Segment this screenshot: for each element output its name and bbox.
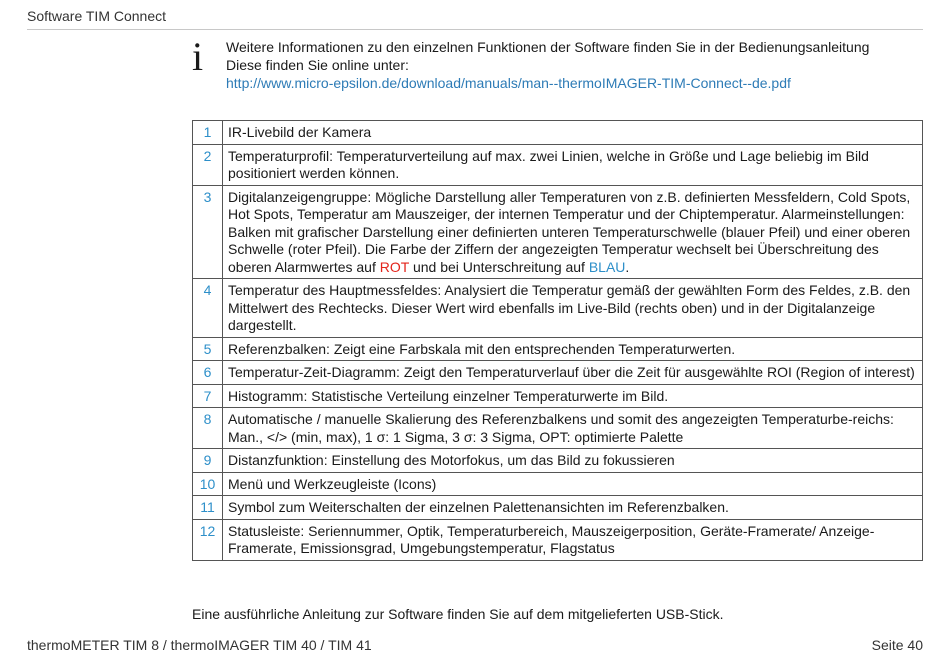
row-number: 6 (193, 361, 223, 385)
row-description: Distanzfunktion: Einstellung des Motorfokus, um das Bild zu fokussieren (223, 449, 923, 473)
row-description: Referenzbalken: Zeigt eine Farbskala mit den entsprechenden Temperaturwerten. (223, 337, 923, 361)
info-text (226, 38, 926, 92)
row-number: 11 (193, 496, 223, 520)
row-number: 8 (193, 408, 223, 449)
alarm-red-word: ROT (379, 258, 410, 275)
page-header (27, 8, 923, 30)
row-description: Temperatur-Zeit-Diagramm: Zeigt den Temperaturverlauf über die Zeit für ausgewählte ROI (Region of interest) (223, 361, 923, 385)
table-row (193, 144, 923, 185)
row-number: 5 (193, 337, 223, 361)
row-description (223, 185, 923, 279)
footnote: Eine ausführliche Anleitung zur Software finden Sie auf dem mitgelieferten USB-Stick. (192, 606, 724, 622)
table-row (193, 472, 923, 496)
table-row (193, 408, 923, 449)
table-row (193, 496, 923, 520)
row-description: Statusleiste: Seriennummer, Optik, Temperaturbereich, Mauszeigerposition, Geräte-Framerate/ Anzeige-Framerate, Emissionsgrad, Umgebungstemperatur, Flagstatus (223, 519, 923, 560)
row-number: 12 (193, 519, 223, 560)
table-row (193, 519, 923, 560)
row-description: Histogramm: Statistische Verteilung einzelner Temperaturwerte im Bild. (223, 384, 923, 408)
row-number: 2 (193, 144, 223, 185)
info-line-2: Diese finden Sie online unter: (226, 57, 409, 73)
row-text-part: Digitalanzeigengruppe: Mögliche Darstellung aller Temperaturen von z.B. definierten Messfeldern, Cold Spots, Hot Spots, Temperatur am Mauszeiger, der internen Temperatur und der Chiptemperatur. Alarmeinstellungen: Balken mit grafischer Darstellung einer definierten unteren Temperaturschwelle (blauer Pfeil) und einer oberen Schwelle (roter Pfeil). Die Farbe der Ziffern der angezeigten Temperatur wechselt bei Überschreitung des oberen Alarmwertes auf (228, 188, 911, 275)
row-number: 7 (193, 384, 223, 408)
table-row (193, 384, 923, 408)
table-row (193, 185, 923, 279)
table-row (193, 361, 923, 385)
row-text-part: und bei Unterschreitung auf (409, 258, 589, 275)
info-line-1: Weitere Informationen zu den einzelnen Funktionen der Software finden Sie in der Bedienungsanleitung (226, 39, 870, 55)
page-number: Seite 40 (871, 637, 923, 653)
row-description: Symbol zum Weiterschalten der einzelnen Palettenansichten im Referenzbalken. (223, 496, 923, 520)
row-description: Temperaturprofil: Temperaturverteilung auf max. zwei Linien, welche in Größe und Lage beliebig im Bild positioniert werden können. (223, 144, 923, 185)
row-number: 10 (193, 472, 223, 496)
row-description: IR-Livebild der Kamera (223, 121, 923, 145)
header-title: Software TIM Connect (27, 8, 167, 24)
alarm-blue-word: BLAU (588, 258, 626, 275)
row-description: Temperatur des Hauptmessfeldes: Analysiert die Temperatur gemäß der gewählten Form des Feldes, z.B. den Mittelwert des Rechtecks. Dieser Wert wird ebenfalls im Live-Bild (rechts oben) und in der Digitalanzeige dargestellt. (223, 279, 923, 338)
table-row (193, 279, 923, 338)
row-number: 4 (193, 279, 223, 338)
table-row (193, 121, 923, 145)
table-row (193, 449, 923, 473)
legend-table (192, 120, 923, 561)
row-description: Menü und Werkzeugleiste (Icons) (223, 472, 923, 496)
row-number: 9 (193, 449, 223, 473)
row-text-part: . (625, 258, 630, 275)
row-number: 1 (193, 121, 223, 145)
manual-link[interactable]: http://www.micro-epsilon.de/download/manuals/man--thermoIMAGER-TIM-Connect--de.pdf (226, 75, 791, 91)
footer-product: thermoMETER TIM 8 / thermoIMAGER TIM 40 / TIM 41 (27, 637, 372, 653)
table-row (193, 337, 923, 361)
row-number: 3 (193, 185, 223, 279)
info-icon: i (192, 34, 204, 79)
row-description: Automatische / manuelle Skalierung des Referenzbalkens und somit des angezeigten Temperaturbe-reichs: Man., </> (min, max), 1 σ: 1 Sigma, 3 σ: 3 Sigma, OPT: optimierte Palette (223, 408, 923, 449)
